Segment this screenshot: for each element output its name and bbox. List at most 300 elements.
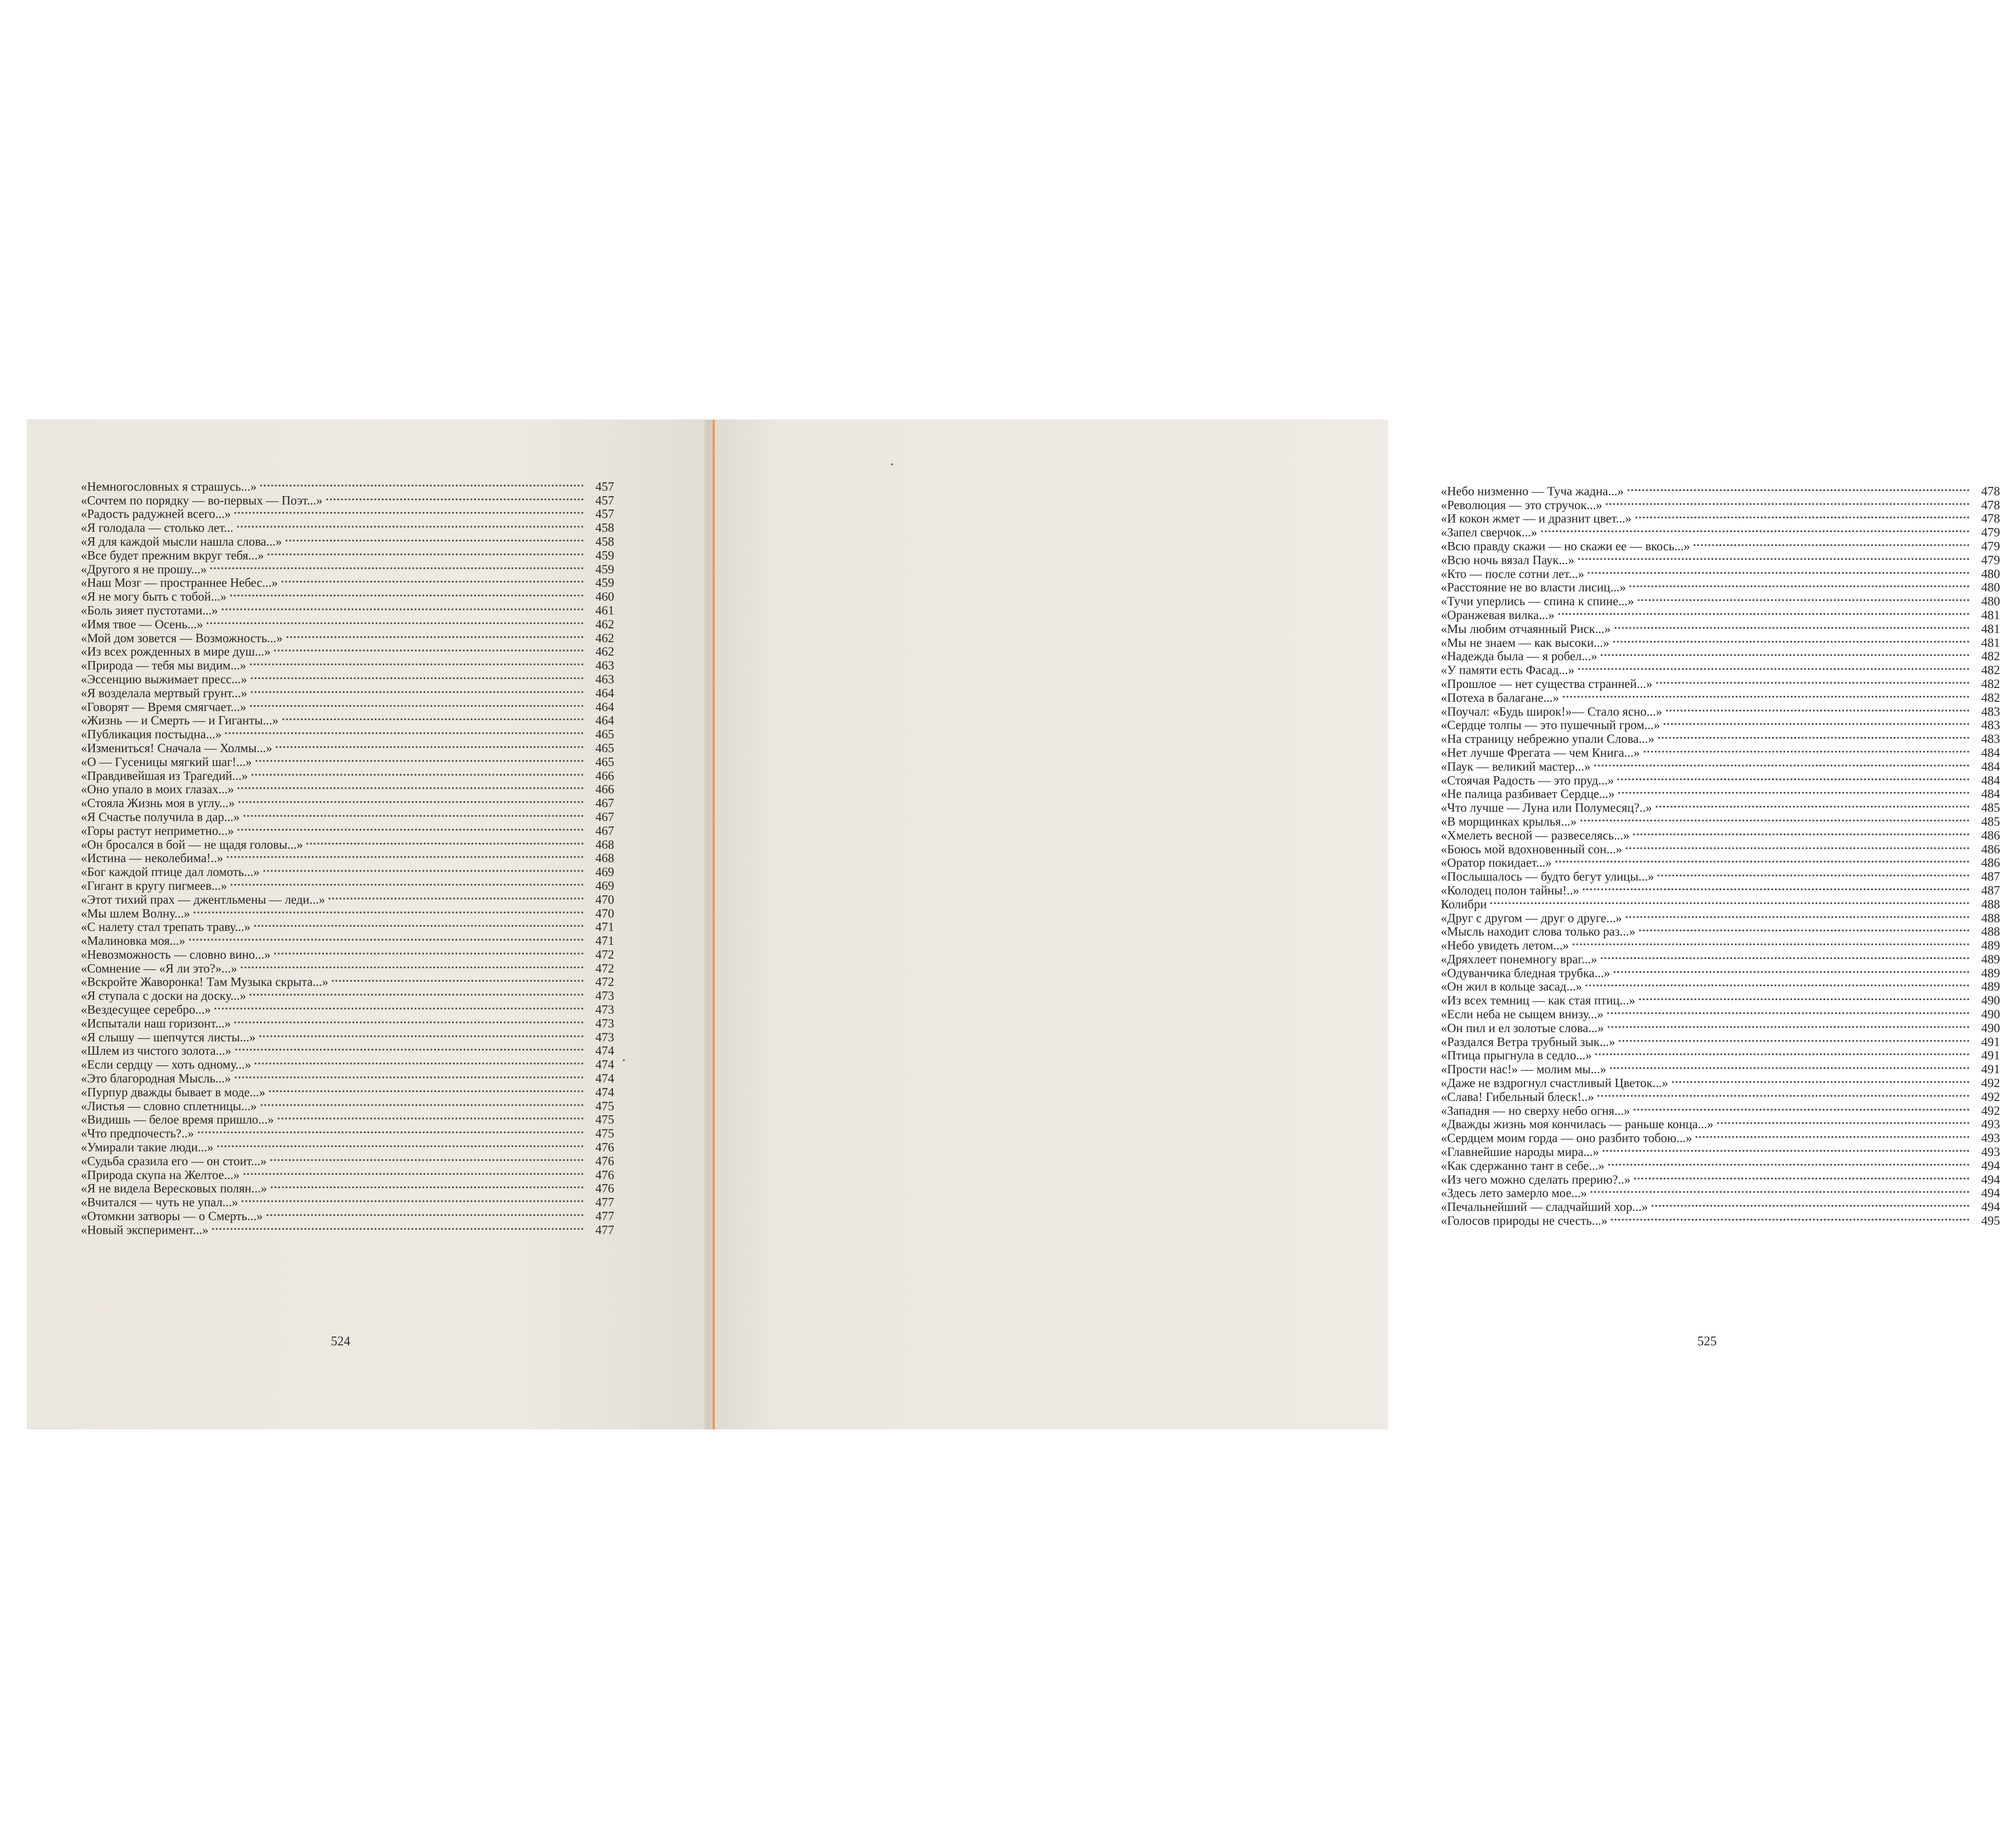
toc-leader-dots <box>214 994 584 1009</box>
toc-leader-dots <box>332 967 584 982</box>
toc-leader-dots <box>1615 613 1970 629</box>
toc-entry-title: «Поучал: «Будь широк!»— Стало ясно...» <box>1441 704 1662 718</box>
toc-entry-title: «Послышалось — будто бегут улицы...» <box>1441 869 1654 884</box>
toc-entry-title: «Запел сверчок...» <box>1441 525 1537 540</box>
toc-entry-title: «Если неба не сыщем внизу...» <box>1441 1007 1604 1021</box>
toc-entry-title: «Голосов природы не счесть...» <box>1441 1214 1608 1228</box>
toc-leader-dots <box>210 553 584 569</box>
toc-entry-page: 467 <box>595 823 614 838</box>
toc-leader-dots <box>1608 1150 1970 1166</box>
toc-entry-page: 469 <box>595 865 614 879</box>
toc-entry-page: 476 <box>595 1181 614 1196</box>
toc-entry-title: «В морщинках крылья...» <box>1441 814 1577 828</box>
toc-leader-dots <box>238 815 584 831</box>
toc-leader-dots <box>269 1076 584 1092</box>
toc-entry-page: 473 <box>595 1030 614 1044</box>
toc-entry-title: «Из всех рожденных в мире душ...» <box>81 644 271 659</box>
toc-entry-title: «Он бросался в бой — не щадя головы...» <box>81 837 303 851</box>
toc-leader-dots <box>254 912 584 927</box>
toc-entry-title: «Одуванчика бледная трубка...» <box>1441 966 1610 980</box>
toc-entry-title: «Горы растут неприметно...» <box>81 823 234 838</box>
toc-entry-title: «На страницу небрежно упали Слова...» <box>1441 732 1654 746</box>
toc-entry-page: 467 <box>595 809 614 824</box>
toc-entry-page: 479 <box>1981 525 2000 540</box>
toc-entry-title: «Из всех темниц — как стая птиц...» <box>1441 993 1635 1008</box>
toc-leader-dots <box>286 526 584 541</box>
toc-entry-page: 468 <box>595 837 614 851</box>
toc-leader-dots <box>238 774 584 790</box>
toc-leader-dots <box>1695 1122 1970 1138</box>
toc-entry-title: «Он жил в кольце засад...» <box>1441 979 1582 994</box>
left-toc-list <box>81 475 614 1237</box>
toc-entry-page: 477 <box>595 1222 614 1237</box>
toc-entry-title: «Природа — тебя мы видим...» <box>81 658 246 673</box>
toc-entry-title: «Я для каждой мысли нашла слова...» <box>81 534 282 548</box>
toc-leader-dots <box>1578 654 1970 670</box>
toc-entry-page: 491 <box>1981 1034 2000 1049</box>
toc-leader-dots <box>1606 489 1970 505</box>
toc-entry-page: 474 <box>595 1044 614 1058</box>
toc-entry-title: «Этот тихий прах — джентльмены — леди...» <box>81 892 325 906</box>
toc-entry-title: «Я ступала с доски на доску...» <box>81 989 246 1003</box>
toc-entry-title: «Мысль находит слова только раз...» <box>1441 924 1635 939</box>
toc-leader-dots <box>263 856 584 872</box>
toc-leader-dots <box>1629 572 1970 588</box>
toc-entry-page: 490 <box>1981 1021 2000 1035</box>
toc-entry-page: 494 <box>1981 1172 2000 1186</box>
toc-entry-page: 458 <box>595 534 614 548</box>
toc-leader-dots <box>270 1145 584 1161</box>
toc-entry-title: «Истина — неколебима!..» <box>81 851 224 865</box>
toc-entry-title: «Сочтем по порядку — во-первых — Поэт...» <box>81 493 323 507</box>
toc-entry-title: «Вездесущее серебро...» <box>81 1003 211 1017</box>
toc-entry-page: 463 <box>595 672 614 686</box>
toc-leader-dots <box>1639 916 1970 932</box>
toc-entry-page: 490 <box>1981 993 2000 1008</box>
toc-entry-title: «Что предпочесть?..» <box>81 1126 194 1141</box>
toc-entry-page: 466 <box>595 782 614 796</box>
toc-entry-page: 489 <box>1981 938 2000 953</box>
toc-leader-dots <box>1585 971 1970 987</box>
toc-entry-title: «Я не видела Вересковых полян...» <box>81 1181 267 1196</box>
toc-entry-title: «Вскройте Жаворонка! Там Музыка скрыта...» <box>81 975 329 989</box>
toc-entry-page: 465 <box>595 754 614 769</box>
toc-entry-page: 478 <box>1981 498 2000 512</box>
toc-entry-title: «Печальнейший — сладчайший хор...» <box>1441 1200 1648 1214</box>
toc-entry-page: 473 <box>595 1003 614 1017</box>
toc-entry-title: «Сердце толпы — это пушечный гром...» <box>1441 718 1660 732</box>
toc-entry-title: «Тучи уперлись — спина к спине...» <box>1441 594 1634 608</box>
toc-leader-dots <box>241 953 584 968</box>
toc-entry-title: «Прости нас!» — молим мы...» <box>1441 1062 1607 1076</box>
toc-leader-dots <box>235 1035 584 1051</box>
toc-entry-title: «Кто — после сотни лет...» <box>1441 566 1585 581</box>
toc-entry-page: 486 <box>1981 842 2000 856</box>
toc-entry-title: «Небо увидеть летом...» <box>1441 938 1569 953</box>
toc-leader-dots <box>250 691 584 707</box>
toc-entry-title: «Небо низменно — Туча жадна...» <box>1441 484 1624 498</box>
toc-entry-page: 493 <box>1981 1117 2000 1131</box>
toc-entry-page: 473 <box>595 989 614 1003</box>
toc-entry-page: 477 <box>595 1209 614 1223</box>
toc-entry-title: «Если сердцу — хоть одному...» <box>81 1058 251 1072</box>
toc-leader-dots <box>1672 1067 1970 1083</box>
toc-entry-page: 468 <box>595 851 614 865</box>
toc-entry-page: 470 <box>595 892 614 906</box>
toc-leader-dots <box>1626 902 1970 918</box>
toc-entry-title: «Видишь — белое время пришло...» <box>81 1112 274 1127</box>
toc-leader-dots <box>1658 723 1970 739</box>
toc-entry-title: «Судьба сразила его — он стоит...» <box>81 1154 267 1168</box>
toc-entry-page: 487 <box>1981 869 2000 884</box>
toc-leader-dots <box>326 485 584 500</box>
toc-leader-dots <box>231 870 584 886</box>
toc-leader-dots <box>1635 503 1970 519</box>
toc-entry-page: 459 <box>595 576 614 590</box>
toc-leader-dots <box>1583 875 1970 890</box>
toc-entry-title: «Публикация постыдна...» <box>81 727 222 742</box>
toc-entry-title: «Птица прыгнула в седло...» <box>1441 1048 1592 1063</box>
toc-entry-page: 480 <box>1981 566 2000 581</box>
toc-leader-dots <box>271 1173 584 1189</box>
toc-entry-title: «Всю ночь вязал Паук...» <box>1441 553 1574 567</box>
toc-entry-title: «Что лучше — Луна или Полумесяц?..» <box>1441 801 1652 815</box>
toc-entry-page: 462 <box>595 631 614 645</box>
toc-entry-title: «Нет лучше Фрегата — чем Книга...» <box>1441 745 1640 760</box>
toc-entry-title: «Здесь лето замерло мое...» <box>1441 1186 1587 1200</box>
toc-entry-page: 472 <box>595 947 614 961</box>
toc-entry-page: 478 <box>1981 484 2000 498</box>
toc-leader-dots <box>235 1063 584 1078</box>
toc-entry-title: «Измениться! Сначала — Холмы...» <box>81 741 273 755</box>
toc-entry-title: «Правдивейшая из Трагедий...» <box>81 768 248 783</box>
toc-entry-page: 459 <box>595 548 614 562</box>
toc-entry-title: «Дряхлеет понемногу враг...» <box>1441 952 1598 966</box>
toc-leader-dots <box>276 732 584 748</box>
toc-leader-dots <box>242 1186 584 1202</box>
toc-leader-dots <box>1610 1053 1970 1069</box>
toc-entry-title: «Я возделала мертвый грунт...» <box>81 686 247 700</box>
toc-leader-dots <box>256 746 584 762</box>
toc-entry-page: 488 <box>1981 897 2000 911</box>
toc-entry-title: «О — Гусеницы мягкий шаг!...» <box>81 754 252 769</box>
toc-entry-page: 483 <box>1981 704 2000 718</box>
toc-entry-title: «Прошлое — нет существа странней...» <box>1441 676 1652 691</box>
toc-entry-page: 479 <box>1981 539 2000 553</box>
toc-entry-page: 470 <box>595 906 614 920</box>
toc-entry-title: «Я голодала — столько лет... <box>81 521 233 535</box>
toc-entry-title: «Это благородная Мысль...» <box>81 1071 231 1086</box>
toc-entry-page: 493 <box>1981 1131 2000 1145</box>
toc-leader-dots <box>1595 1040 1970 1056</box>
toc-entry-page: 481 <box>1981 608 2000 622</box>
toc-entry-title: «Природа скупа на Желтое...» <box>81 1167 240 1182</box>
toc-entry-title: «Другого я не прошу...» <box>81 562 207 576</box>
toc-entry-page: 462 <box>595 617 614 631</box>
toc-leader-dots <box>1608 1012 1970 1028</box>
toc-entry-title: «Дважды жизнь моя кончилась — раньше конца...» <box>1441 1117 1713 1131</box>
toc-entry-title: «Мой дом зовется — Возможность...» <box>81 631 283 645</box>
toc-entry-page: 481 <box>1981 621 2000 636</box>
toc-entry-page: 479 <box>1981 553 2000 567</box>
toc-leader-dots <box>274 939 584 954</box>
toc-leader-dots <box>1563 682 1970 698</box>
toc-entry-page: 492 <box>1981 1076 2000 1090</box>
toc-entry-title: «Сердцем моим горда — оно разбито тобою...» <box>1441 1131 1692 1145</box>
toc-entry-page: 484 <box>1981 773 2000 787</box>
toc-leader-dots <box>306 829 584 845</box>
toc-entry-page: 460 <box>595 590 614 604</box>
toc-entry-page: 474 <box>595 1071 614 1086</box>
toc-leader-dots <box>234 498 584 514</box>
toc-entry-title: «Мы любим отчаянный Риск...» <box>1441 621 1611 636</box>
toc-entry-title: «Колодец полон тайны!..» <box>1441 883 1579 897</box>
toc-entry-page: 492 <box>1981 1089 2000 1104</box>
toc-entry-page: 489 <box>1981 952 2000 966</box>
toc-leader-dots <box>1594 751 1970 766</box>
toc-entry-page: 484 <box>1981 745 2000 760</box>
toc-entry-page: 494 <box>1981 1200 2000 1214</box>
toc-leader-dots <box>1694 530 1970 546</box>
toc-leader-dots <box>217 1131 584 1147</box>
toc-leader-dots <box>1652 1191 1970 1207</box>
toc-entry-page: 491 <box>1981 1048 2000 1063</box>
toc-entry-page: 493 <box>1981 1145 2000 1159</box>
toc-leader-dots <box>1644 737 1970 753</box>
toc-entry-title: «Бог каждой птице дал ломоть...» <box>81 865 260 879</box>
toc-entry-title: «Главнейшие народы мира...» <box>1441 1145 1599 1159</box>
toc-entry-title: «Эссенцию выжимает пресс...» <box>81 672 247 686</box>
toc-entry-page: 471 <box>595 920 614 934</box>
toc-entry-page: 459 <box>595 562 614 576</box>
toc-entry-page: 491 <box>1981 1062 2000 1076</box>
toc-entry-title: «Друг с другом — друг о друге...» <box>1441 911 1622 925</box>
toc-entry-page: 484 <box>1981 787 2000 801</box>
toc-leader-dots <box>1628 475 1970 491</box>
toc-entry-title: «Наш Мозг — пространнее Небес...» <box>81 576 278 590</box>
toc-entry-page: 492 <box>1981 1103 2000 1118</box>
toc-entry-title: «Мы шлем Волну...» <box>81 906 190 920</box>
toc-leader-dots <box>1634 1095 1970 1111</box>
toc-leader-dots <box>1613 627 1970 643</box>
book-spread <box>27 419 2000 1429</box>
toc-leader-dots <box>329 884 584 900</box>
toc-entry-title: «Не палица разбивает Сердце...» <box>1441 787 1615 801</box>
toc-entry-title: «Потеха в балагане...» <box>1441 690 1559 705</box>
toc-entry-title: «Малиновка моя...» <box>81 934 186 948</box>
toc-leader-dots <box>1578 544 1970 560</box>
toc-entry-page: 480 <box>1981 580 2000 595</box>
toc-entry-title: «Как сдержанно тант в себе...» <box>1441 1158 1605 1173</box>
toc-entry-page: 481 <box>1981 635 2000 650</box>
toc-leader-dots <box>267 1200 584 1216</box>
toc-entry-title: «Испытали наш горизонт...» <box>81 1016 231 1030</box>
toc-leader-dots <box>1666 696 1970 711</box>
toc-entry-title: «Слава! Гибельный блеск!..» <box>1441 1089 1594 1104</box>
toc-leader-dots <box>1580 806 1970 821</box>
toc-entry-title: «Стояла Жизнь моя в углу...» <box>81 796 235 810</box>
toc-entry-title: «И кокон жмет — и дразнит цвет...» <box>1441 511 1632 526</box>
toc-leader-dots <box>222 595 584 610</box>
toc-leader-dots <box>238 787 584 803</box>
toc-entry-title: Колибри <box>1441 897 1487 911</box>
right-page <box>713 419 2000 1429</box>
toc-entry-page: 487 <box>1981 883 2000 897</box>
toc-entry-title: «Боюсь мой вдохновенный сон...» <box>1441 842 1622 856</box>
toc-entry-page: 474 <box>595 1058 614 1072</box>
toc-entry-page: 490 <box>1981 1007 2000 1021</box>
toc-entry-page: 462 <box>595 644 614 659</box>
toc-entry-title: «Шлем из чистого золота...» <box>81 1044 232 1058</box>
toc-entry-title: «Западня — но сверху небо огня...» <box>1441 1103 1630 1118</box>
toc-leader-dots <box>194 898 584 913</box>
toc-leader-dots <box>1658 861 1970 876</box>
toc-entry-page: 469 <box>595 878 614 893</box>
toc-leader-dots <box>268 540 584 555</box>
toc-leader-dots <box>212 1214 584 1230</box>
toc-leader-dots <box>251 677 584 693</box>
toc-entry-title: «Вчитался — чуть не упал...» <box>81 1195 238 1210</box>
toc-entry-title: «Расстояние не во власти лисиц...» <box>1441 580 1626 595</box>
toc-entry-page: 480 <box>1981 594 2000 608</box>
toc-entry-page: 474 <box>595 1085 614 1099</box>
toc-entry-page: 476 <box>595 1154 614 1168</box>
toc-entry-page: 488 <box>1981 911 2000 925</box>
toc-leader-dots <box>1656 792 1970 808</box>
toc-entry-title: «Он пил и ел золотые слова...» <box>1441 1021 1604 1035</box>
toc-entry-page: 478 <box>1981 511 2000 526</box>
right-page-number: 525 <box>1697 1334 1717 1349</box>
toc-leader-dots <box>1618 778 1970 794</box>
toc-entry-title: «Мы не знаем — как высоки...» <box>1441 635 1610 650</box>
toc-entry-title: «Все будет прежним вкруг тебя...» <box>81 548 264 562</box>
toc-leader-dots <box>1541 517 1970 532</box>
toc-entry-page: 489 <box>1981 966 2000 980</box>
toc-entry-page: 485 <box>1981 814 2000 828</box>
toc-entry-page: 486 <box>1981 828 2000 842</box>
toc-entry-page: 464 <box>595 686 614 700</box>
paper-speck <box>891 463 893 465</box>
toc-entry-title: «Пурпур дважды бывает в моде...» <box>81 1085 266 1099</box>
toc-entry-page: 475 <box>595 1099 614 1113</box>
toc-entry-page: 472 <box>595 961 614 975</box>
toc-entry-title: «Из чего можно сделать прерию?..» <box>1441 1172 1631 1186</box>
toc-leader-dots <box>1617 765 1970 780</box>
toc-entry-page: 465 <box>595 727 614 742</box>
toc-entry-page: 494 <box>1981 1158 2000 1173</box>
toc-entry-page: 489 <box>1981 979 2000 994</box>
toc-leader-dots <box>230 581 584 596</box>
toc-leader-dots <box>261 1090 584 1106</box>
toc-leader-dots <box>1664 710 1970 725</box>
toc-leader-dots <box>1633 820 1970 835</box>
toc-leader-dots <box>251 760 584 776</box>
toc-entry-page: 482 <box>1981 690 2000 705</box>
toc-entry-title: «Жизнь — и Смерть — и Гиганты...» <box>81 713 279 728</box>
toc-entry-title: «Паук — великий мастер...» <box>1441 759 1591 773</box>
toc-leader-dots <box>237 512 584 528</box>
toc-entry-page: 495 <box>1981 1214 2000 1228</box>
toc-entry-page: 482 <box>1981 663 2000 677</box>
toc-leader-dots <box>1601 943 1970 959</box>
toc-leader-dots <box>1626 833 1970 849</box>
toc-entry-page: 475 <box>595 1112 614 1127</box>
toc-leader-dots <box>1614 957 1970 973</box>
toc-leader-dots <box>1717 1109 1970 1125</box>
right-toc-list <box>1441 480 2000 1228</box>
toc-leader-dots <box>1490 888 1970 904</box>
toc-entry-title: «Немногословных я страшусь...» <box>81 479 257 493</box>
paper-speck <box>623 1059 625 1061</box>
toc-entry-page: 467 <box>595 796 614 810</box>
toc-leader-dots <box>1588 558 1970 574</box>
toc-leader-dots <box>259 1021 584 1037</box>
toc-entry-page: 477 <box>595 1195 614 1210</box>
toc-leader-dots <box>274 636 584 652</box>
toc-entry-page: 466 <box>595 768 614 783</box>
toc-leader-dots <box>1603 1136 1970 1152</box>
toc-entry-page: 483 <box>1981 732 2000 746</box>
toc-entry-title: «Сомнение — «Я ли это?»...» <box>81 961 238 975</box>
toc-entry-page: 458 <box>595 521 614 535</box>
toc-leader-dots <box>260 471 584 486</box>
toc-entry-page: 465 <box>595 741 614 755</box>
left-page-number: 524 <box>331 1334 350 1349</box>
toc-entry-title: «Оно упало в моих глазах...» <box>81 782 234 796</box>
toc-entry-title: «Революция — это стручок...» <box>1441 498 1603 512</box>
toc-entry-title: «У памяти есть Фасад...» <box>1441 663 1574 677</box>
toc-entry-title: «Всю правду скажи — но скажи ее — вкось...» <box>1441 539 1690 553</box>
toc-entry-title: «Раздался Ветра трубный зык...» <box>1441 1034 1616 1049</box>
toc-entry-page: 476 <box>595 1140 614 1155</box>
toc-leader-dots <box>227 843 584 858</box>
toc-leader-dots <box>1555 847 1970 863</box>
toc-leader-dots <box>1558 599 1970 615</box>
toc-entry-page: 475 <box>595 1126 614 1141</box>
toc-entry-title: «Оратор покидает...» <box>1441 856 1552 870</box>
toc-entry-page: 484 <box>1981 759 2000 773</box>
toc-leader-dots <box>1634 1164 1970 1179</box>
toc-entry-page: 485 <box>1981 801 2000 815</box>
toc-entry-page: 476 <box>595 1167 614 1182</box>
left-page <box>27 419 707 1429</box>
toc-entry-page: 461 <box>595 603 614 617</box>
toc-leader-dots <box>1639 985 1970 1000</box>
toc-entry-title: «Говорят — Время смягчает...» <box>81 699 246 714</box>
toc-entry-title: «Даже не вздрогнул счастливый Цветок...» <box>1441 1076 1668 1090</box>
toc-leader-dots <box>1607 998 1970 1014</box>
toc-leader-dots <box>278 1104 584 1120</box>
toc-entry-title: «Новый эксперимент...» <box>81 1222 209 1237</box>
toc-leader-dots <box>250 650 584 665</box>
toc-entry-page: 488 <box>1981 924 2000 939</box>
toc-leader-dots <box>189 925 584 941</box>
toc-entry-title: «Я не могу быть с тобой...» <box>81 590 227 604</box>
toc-leader-dots <box>282 705 584 721</box>
toc-entry-title: «С налету стал трепать траву...» <box>81 920 250 934</box>
toc-leader-dots <box>1619 1026 1970 1042</box>
toc-leader-dots <box>1598 1081 1970 1097</box>
toc-leader-dots <box>1573 930 1970 945</box>
toc-leader-dots <box>1611 1205 1970 1221</box>
toc-leader-dots <box>234 1008 584 1023</box>
toc-leader-dots <box>1656 668 1970 684</box>
toc-entry-title: «Я слышу — шепчутся листы...» <box>81 1030 256 1044</box>
toc-entry-title: «Листья — словно сплетницы...» <box>81 1099 257 1113</box>
toc-entry-page: 457 <box>595 479 614 493</box>
toc-leader-dots <box>1638 585 1970 601</box>
toc-entry-title: «Боль зияет пустотами...» <box>81 603 218 617</box>
